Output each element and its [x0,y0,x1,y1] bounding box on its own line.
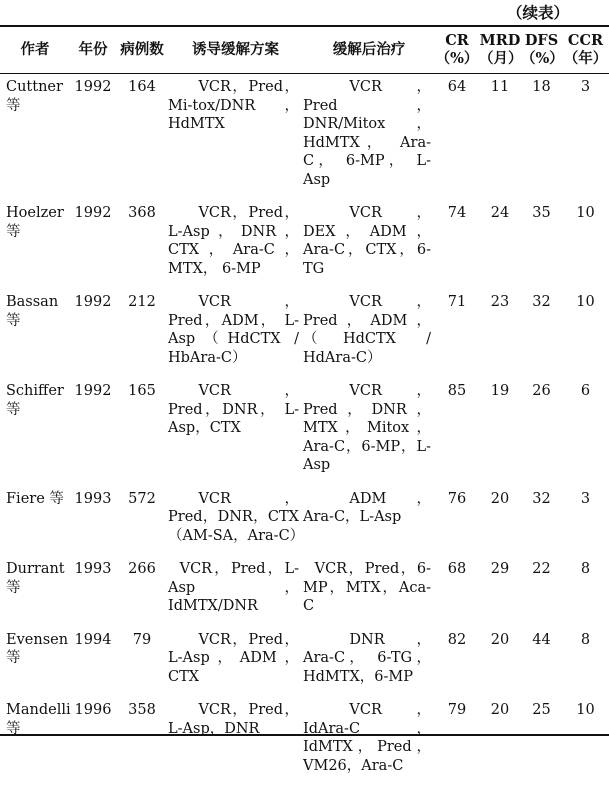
dfs-cell: 25 [532,702,551,718]
induction-cell: VCR，Pred，L-Asp，DNR [168,702,299,737]
table-row [0,199,609,288]
dfs-cell: 32 [532,490,551,507]
dfs-cell: 22 [532,561,551,577]
cases-cell: 266 [128,561,156,577]
induction-cell: VCR， Pred，ADM， L-Asp（HdCTX / HbAra-C） [168,294,299,366]
post-remission-cell: VCR，Pred，DNR/Mitox，HdMTX， Ara-C， 6-MP， L-Asp [303,79,431,188]
ccr-cell: 10 [576,702,595,718]
author-cell: Cuttner 等 [6,79,63,114]
post-remission-cell: DNR， Ara-C， 6-TG，HdMTX，6-MP [303,631,431,685]
author-cell: Bassan 等 [6,294,59,329]
cases-cell: 79 [132,631,152,648]
author-cell: Fiere 等 [6,490,64,507]
table-row [0,377,609,485]
mrd-cell: 23 [490,294,510,310]
post-remission-cell: VCR，DEX，ADM， Ara-C，CTX，6-TG [303,205,431,277]
cr-cell: 74 [447,205,467,221]
mrd-cell: 11 [490,79,510,95]
ccr-cell: 8 [580,561,591,577]
table-continued-caption: （续表） [506,3,569,22]
cr-cell: 68 [447,561,467,577]
induction-cell: VCR，Pred，L-Asp，DNR，CTX，Ara-C，MTX， 6-MP [168,205,299,277]
mrd-cell: 29 [490,561,510,577]
dfs-cell: 26 [532,383,551,399]
post-remission-cell: VCR，IdAra-C， IdMTX，Pred， VM26，Ara-C [303,702,431,774]
cr-cell: 64 [447,79,467,95]
dfs-cell: 18 [532,79,551,95]
col-induction: 诱导缓解方案 [192,41,279,58]
col-year: 年份 [78,41,108,58]
col-dfs: DFS （%） [521,32,564,67]
mrd-cell: 19 [490,383,510,399]
induction-cell: VCR，Pred，Mi-tox/DNR，HdMTX [168,79,299,132]
year-cell: 1993 [74,561,112,577]
year-cell: 1993 [74,490,112,507]
cr-cell: 79 [447,702,467,718]
cr-cell: 71 [447,294,467,310]
mrd-cell: 24 [490,205,510,221]
ccr-cell: 3 [580,79,591,95]
year-cell: 1992 [74,205,112,221]
col-cases: 病例数 [120,41,164,58]
ccr-cell: 10 [576,294,595,310]
year-cell: 1992 [74,383,112,399]
ccr-cell: 3 [580,490,591,507]
dfs-cell: 35 [532,205,551,221]
ccr-cell: 8 [580,631,591,648]
col-mrd: MRD （月） [479,32,523,67]
post-remission-cell: VCR， Pred，ADM，（HdCTX / HdAra-C） [303,294,431,366]
mrd-cell: 20 [490,702,510,718]
col-cr: CR （%） [435,32,479,67]
cr-cell: 76 [447,490,467,507]
cr-cell: 85 [447,383,467,399]
year-cell: 1994 [74,631,112,648]
ccr-cell: 6 [580,383,591,399]
cases-cell: 572 [128,490,156,507]
col-post-remission: 缓解后治疗 [332,41,406,58]
year-cell: 1996 [74,702,112,718]
cr-cell: 82 [447,631,467,648]
table-row [0,555,609,626]
induction-cell: VCR， Pred，DNR，CTX（AM-SA，Ara-C） [168,490,305,544]
year-cell: 1992 [74,294,112,310]
author-cell: Durrant 等 [6,561,65,596]
cases-cell: 212 [128,294,156,310]
post-remission-cell: ADM， Ara-C，L-Asp [303,490,431,525]
induction-cell: VCR，Pred，L-Asp，IdMTX/DNR [168,561,299,614]
post-remission-cell: VCR， Pred，DNR， MTX，Mitox， Ara-C，6-MP，L-Asp [303,383,431,473]
mrd-cell: 20 [490,490,510,507]
author-cell: Evensen 等 [6,631,69,666]
table-row [0,626,609,697]
table-row [0,73,609,199]
author-cell: Hoelzer 等 [6,205,64,240]
header-row [0,27,609,73]
col-ccr: CCR （年） [563,32,608,67]
regimen-table [0,27,609,785]
table-row [0,696,609,785]
cases-cell: 368 [128,205,156,221]
post-remission-cell: VCR，Pred，6-MP，MTX，Aca-C [303,561,431,614]
col-author: 作者 [20,41,50,58]
author-cell: Schiffer 等 [6,383,64,418]
dfs-cell: 44 [532,631,551,648]
ccr-cell: 10 [576,205,595,221]
mrd-cell: 20 [490,631,510,648]
year-cell: 1992 [74,79,112,95]
dfs-cell: 32 [532,294,551,310]
table-row [0,288,609,377]
author-cell: Mandelli 等 [6,702,71,737]
cases-cell: 165 [128,383,156,399]
cases-cell: 164 [128,79,156,95]
induction-cell: VCR， Pred，DNR， L-Asp，CTX [168,383,299,436]
cases-cell: 358 [128,702,156,718]
table-row [0,485,609,556]
induction-cell: VCR，Pred，L-Asp，ADM，CTX [168,631,299,685]
